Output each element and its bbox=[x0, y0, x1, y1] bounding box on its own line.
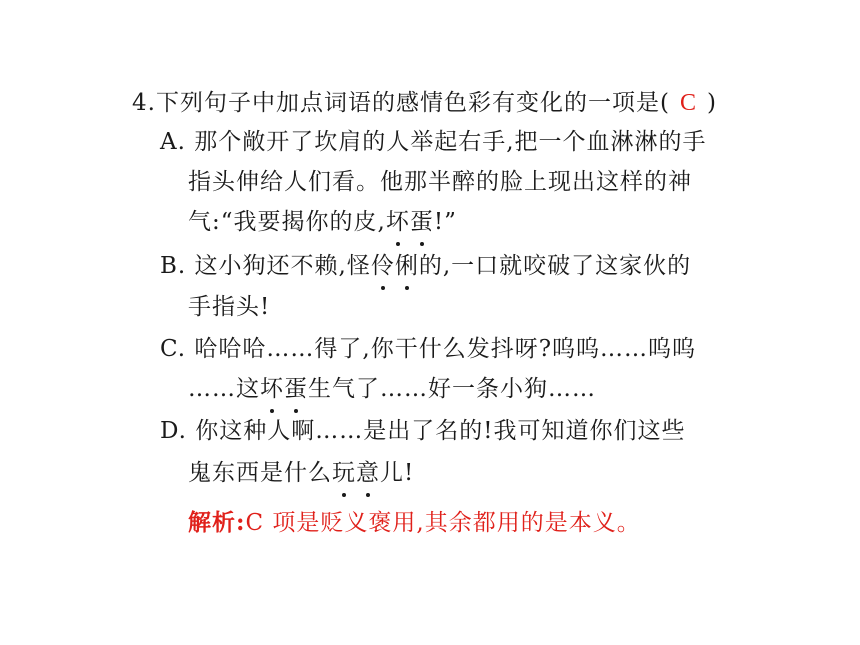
analysis-text: C 项是贬义褒用,其余都用的是本义。 bbox=[245, 510, 641, 536]
dotted-char: 意 bbox=[356, 460, 380, 486]
option-c-line-2: ……这坏蛋生气了……好一条小狗…… bbox=[188, 376, 596, 402]
option-a-line-1: A. 那个敞开了坎肩的人举起右手,把一个血淋淋的手 bbox=[160, 129, 707, 155]
option-c-line-1: C. 哈哈哈……得了,你干什么发抖呀?呜呜……呜呜 bbox=[160, 336, 697, 362]
option-b-line-1: B. 这小狗还不赖,怪伶俐的,一口就咬破了这家伙的 bbox=[160, 253, 692, 279]
dotted-char: 蛋 bbox=[409, 209, 434, 235]
option-b-line-2: 手指头! bbox=[188, 294, 271, 320]
dotted-char: 伶 bbox=[370, 253, 395, 279]
question-number: 4. bbox=[132, 90, 156, 116]
option-d-line-1: D. 你这种人啊……是出了名的!我可知道你们这些 bbox=[160, 418, 686, 444]
question-text: 下列句子中加点词语的感情色彩有变化的一项是( bbox=[155, 90, 670, 116]
option-a-line-3: 气:“我要揭你的皮,坏蛋!” bbox=[188, 209, 457, 235]
dotted-char: 坏 bbox=[385, 209, 410, 235]
option-a-line-2: 指头伸给人们看。他那半醉的脸上现出这样的神 bbox=[188, 169, 692, 195]
question-stem bbox=[132, 88, 717, 118]
analysis-label: 解析: bbox=[188, 509, 246, 536]
dotted-char: 蛋 bbox=[284, 376, 308, 402]
analysis bbox=[188, 508, 641, 538]
dotted-char: 坏 bbox=[260, 376, 284, 402]
option-d-line-2: 鬼东西是什么玩意儿! bbox=[188, 460, 415, 486]
dotted-char: 玩 bbox=[332, 460, 356, 486]
question-close: ) bbox=[706, 90, 717, 116]
dotted-char: 俐 bbox=[394, 253, 419, 279]
answer-letter: C bbox=[679, 90, 697, 116]
